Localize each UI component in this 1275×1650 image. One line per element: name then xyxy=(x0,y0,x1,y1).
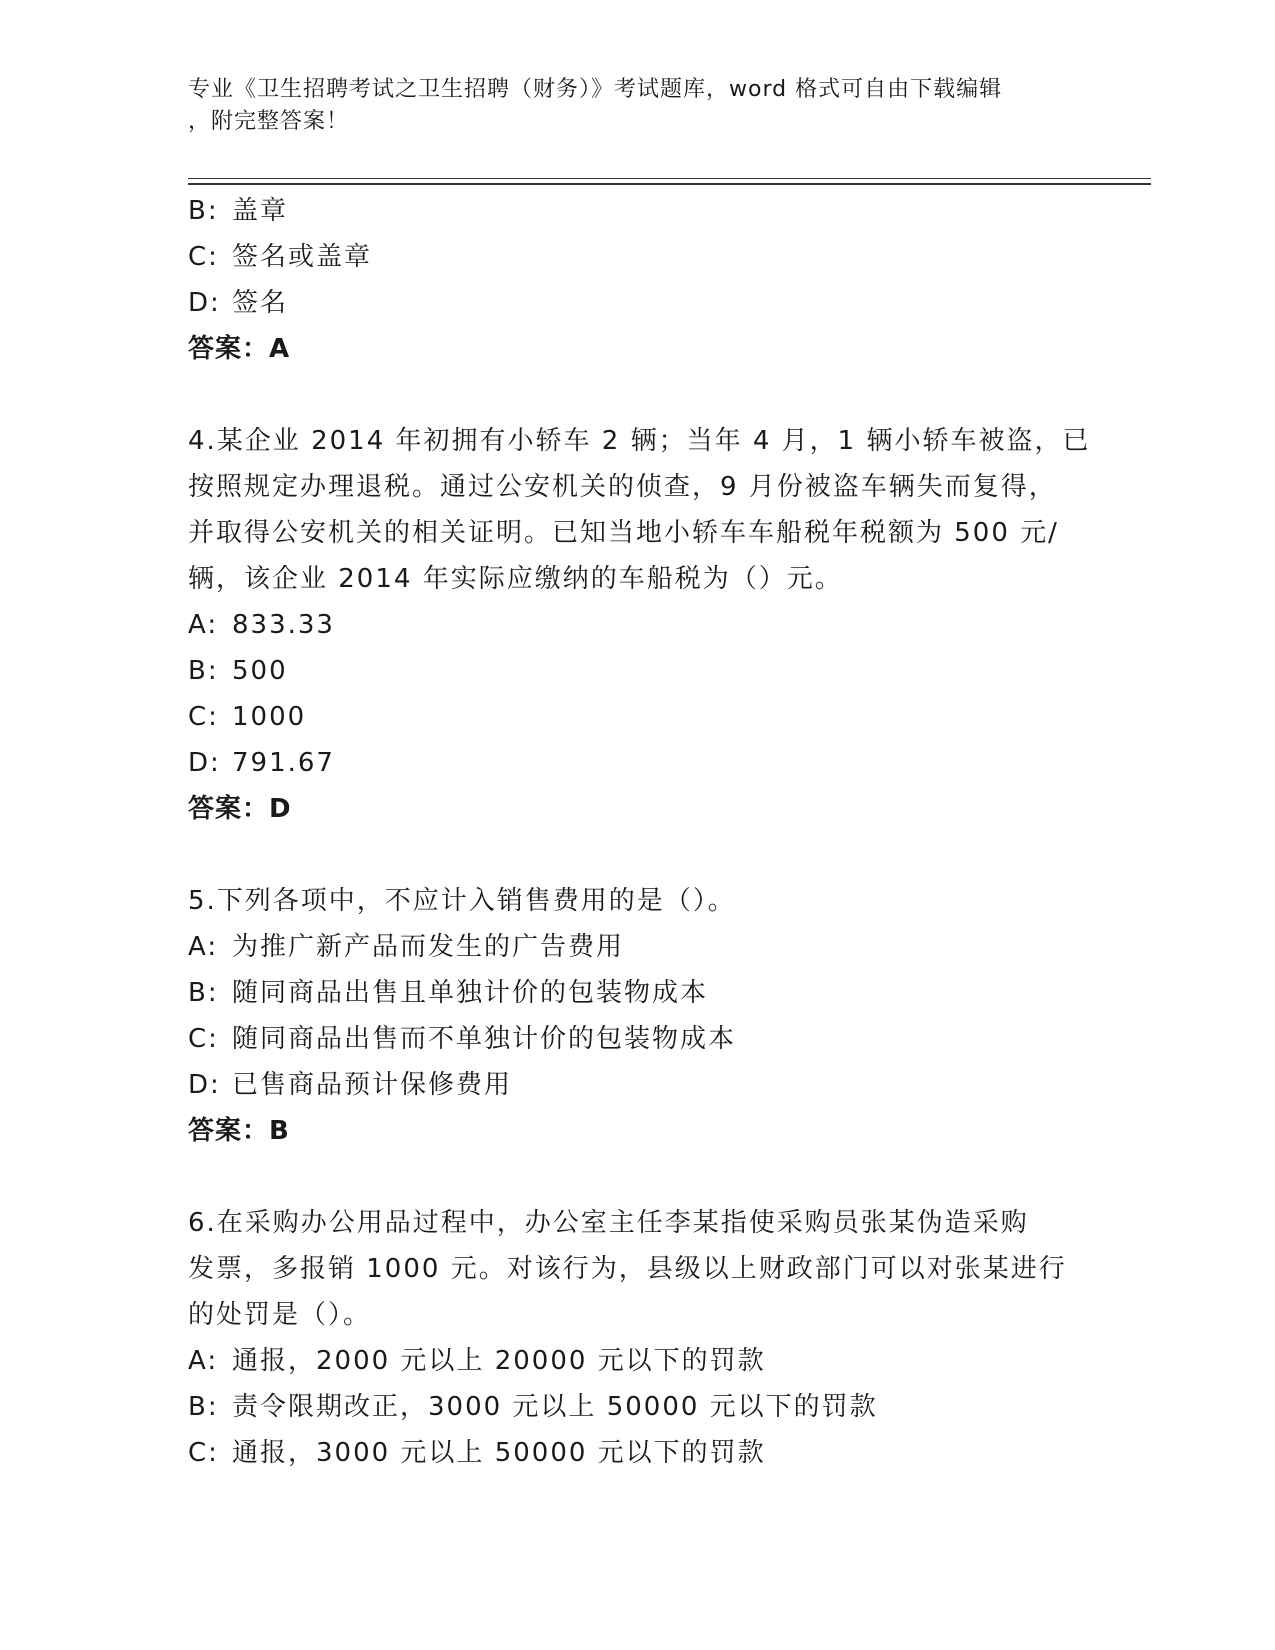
header-rule-thin xyxy=(188,178,1151,179)
option-text: 盖章 xyxy=(232,196,289,226)
option-letter: D: xyxy=(188,748,221,778)
question-stem-line: 辆，该企业 2014 年实际应缴纳的车船税为（）元。 xyxy=(188,564,843,594)
question-stem-line: 5.下列各项中，不应计入销售费用的是（）。 xyxy=(188,886,736,916)
answer-line: 答案：B xyxy=(188,1116,290,1146)
option-b xyxy=(188,648,1068,694)
option-text: 签名或盖章 xyxy=(232,242,373,272)
question-stem-line: 的处罚是（）。 xyxy=(188,1300,372,1330)
option-d xyxy=(188,740,1068,786)
question-stem-line: 发票，多报销 1000 元。对该行为，县级以上财政部门可以对张某进行 xyxy=(188,1254,1067,1284)
option-letter: B: xyxy=(188,1392,219,1422)
option-text: 已售商品预计保修费用 xyxy=(232,1070,513,1100)
option-c xyxy=(188,694,1068,740)
question-4 xyxy=(188,418,1091,832)
option-text: 签名 xyxy=(232,288,289,318)
option-c xyxy=(188,234,1068,280)
option-letter: B: xyxy=(188,978,219,1008)
option-c xyxy=(188,1016,1068,1062)
option-text: 通报，3000 元以上 50000 元以下的罚款 xyxy=(232,1438,766,1468)
option-text: 791.67 xyxy=(232,748,335,778)
question-stem-line: 并取得公安机关的相关证明。已知当地小轿车车船税年税额为 500 元/ xyxy=(188,518,1059,548)
option-a xyxy=(188,1338,1068,1384)
option-text: 1000 xyxy=(232,702,307,732)
spacer xyxy=(188,1154,1068,1200)
option-letter: A: xyxy=(188,1346,219,1376)
answer-line: 答案：D xyxy=(188,794,292,824)
option-b xyxy=(188,1384,1068,1430)
option-letter: A: xyxy=(188,932,219,962)
page-header xyxy=(188,74,1068,138)
option-letter: C: xyxy=(188,1438,219,1468)
option-text: 为推广新产品而发生的广告费用 xyxy=(232,932,625,962)
option-letter: C: xyxy=(188,1024,219,1054)
spacer xyxy=(188,372,1068,418)
option-d xyxy=(188,1062,1068,1108)
question-3 xyxy=(188,188,1068,372)
option-letter: D: xyxy=(188,288,221,318)
option-letter: A: xyxy=(188,610,219,640)
option-letter: C: xyxy=(188,242,219,272)
question-stem-line: 4.某企业 2014 年初拥有小轿车 2 辆；当年 4 月，1 辆小轿车被盗，已 xyxy=(188,426,1091,456)
option-d xyxy=(188,280,1068,326)
option-letter: D: xyxy=(188,1070,221,1100)
header-line-1: 专业《卫生招聘考试之卫生招聘（财务）》考试题库，word 格式可自由下载编辑 xyxy=(188,77,1003,102)
option-letter: B: xyxy=(188,656,219,686)
option-letter: C: xyxy=(188,702,219,732)
option-text: 833.33 xyxy=(232,610,335,640)
question-stem-line: 按照规定办理退税。通过公安机关的侦查，9 月份被盗车辆失而复得， xyxy=(188,472,1057,502)
question-stem-line: 6.在采购办公用品过程中，办公室主任李某指使采购员张某伪造采购 xyxy=(188,1208,1029,1238)
answer-line: 答案：A xyxy=(188,334,291,364)
question-content xyxy=(188,188,1091,1476)
option-text: 随同商品出售而不单独计价的包装物成本 xyxy=(232,1024,737,1054)
spacer xyxy=(188,832,1068,878)
option-text: 500 xyxy=(232,656,288,686)
option-c xyxy=(188,1430,1068,1476)
question-6 xyxy=(188,1200,1068,1476)
header-rule-thick xyxy=(188,183,1151,185)
option-text: 通报，2000 元以上 20000 元以下的罚款 xyxy=(232,1346,766,1376)
option-b xyxy=(188,188,1068,234)
option-text: 责令限期改正，3000 元以上 50000 元以下的罚款 xyxy=(232,1392,878,1422)
header-line-2: ，附完整答案！ xyxy=(188,109,350,134)
option-a xyxy=(188,924,1068,970)
option-b xyxy=(188,970,1068,1016)
option-text: 随同商品出售且单独计价的包装物成本 xyxy=(232,978,709,1008)
option-a xyxy=(188,602,1068,648)
option-letter: B: xyxy=(188,196,219,226)
question-5 xyxy=(188,878,1068,1154)
